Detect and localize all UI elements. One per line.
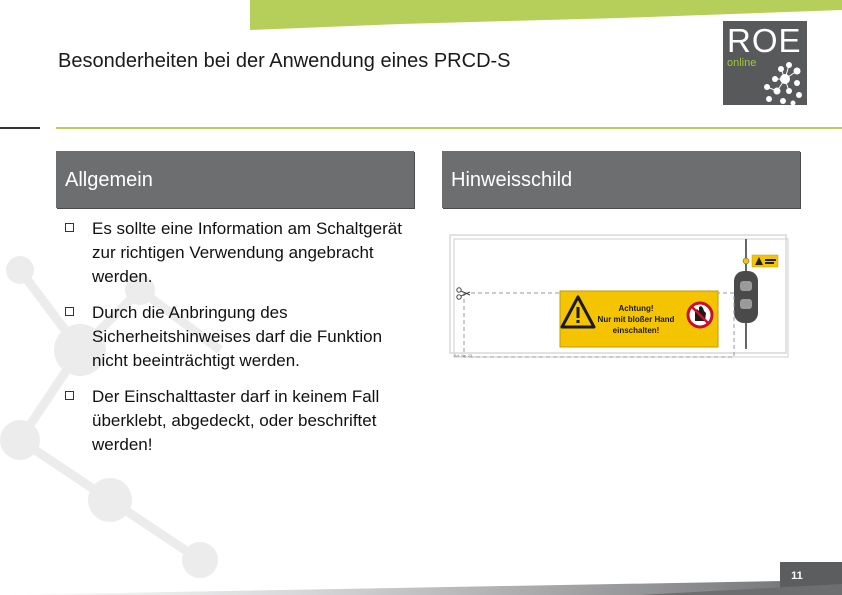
- bullet-text: Durch die Anbringung des Sicherheitshinweises darf die Funktion nicht beeinträchtigt werden.: [92, 303, 383, 370]
- title-rule-green: [56, 127, 842, 129]
- warning-sign-image: [448, 233, 790, 359]
- page-number: 11: [791, 570, 803, 582]
- sign-line-3: einschalten!: [612, 326, 660, 335]
- sign-caption: Art.-Nr. 23 ...: [454, 353, 477, 358]
- sign-line-1: Achtung!: [618, 304, 654, 313]
- square-bullet-icon: [65, 307, 74, 316]
- top-accent-stripe: [0, 0, 842, 30]
- square-bullet-icon: [65, 223, 74, 232]
- section-header-sign: [442, 151, 800, 208]
- bullet-list: [64, 217, 414, 469]
- section-header-general-label: Allgemein: [65, 169, 153, 191]
- bullet-item: [64, 217, 414, 289]
- square-bullet-icon: [65, 391, 74, 400]
- logo-wordmark: ROE: [727, 22, 802, 59]
- sign-line-2: Nur mit bloßer Hand: [597, 315, 675, 324]
- logo-tagline: online: [727, 57, 757, 69]
- bullet-text: Es sollte eine Information am Schaltgerät zur richtigen Verwendung angebracht werden.: [92, 219, 402, 286]
- bottom-accent-bar: [0, 562, 842, 595]
- prcd-device-icon: [734, 271, 758, 323]
- section-header-general: [56, 151, 414, 208]
- roe-online-logo: [723, 21, 807, 105]
- slide-title: Besonderheiten bei der Anwendung eines PRCD-S: [58, 50, 511, 72]
- section-header-sign-label: Hinweisschild: [451, 169, 573, 191]
- bullet-item: [64, 301, 414, 373]
- bullet-text: Der Einschalttaster darf in keinem Fall überklebt, abgedeckt, oder beschriftet werden!: [92, 387, 380, 454]
- no-gloves-prohibition-icon: [688, 303, 712, 327]
- title-rule-dark: [0, 127, 40, 129]
- bullet-item: [64, 385, 414, 457]
